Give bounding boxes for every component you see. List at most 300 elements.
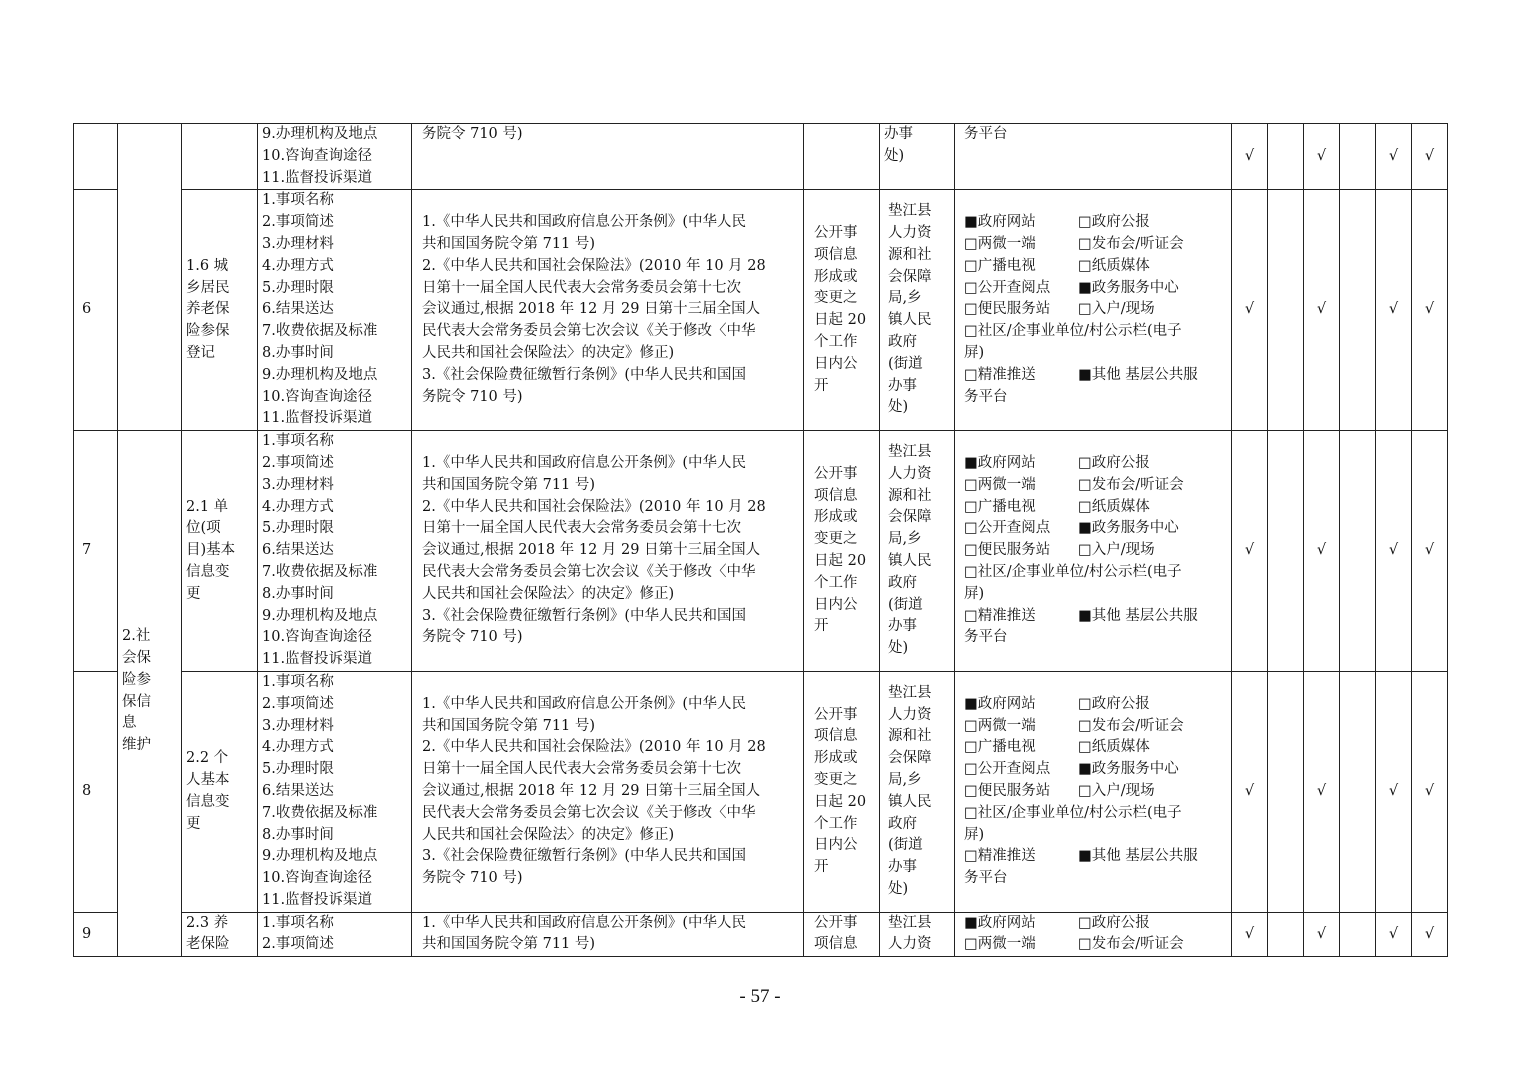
subject-line: 垫江县 [888,914,932,931]
check-mark [1340,671,1376,912]
channel-option: □政府公报 [1078,454,1150,471]
basis-cell [412,190,804,431]
channel-option: □入户/现场 [1078,782,1155,799]
check-mark: √ [1412,671,1448,912]
content-line: 3.办理材料 [262,476,334,493]
time-line: 公开事 [814,914,858,931]
channel-option: □发布会/听证会 [1078,476,1184,493]
channel-line [964,694,1227,716]
subject-line: 办事 [884,126,913,142]
channel-line [964,627,1227,649]
channel-option: □纸质媒体 [1078,257,1150,274]
item-name-line: 2.2 个 [186,750,229,767]
time-line: 公开事 [814,706,858,723]
channel-option: □两微一端 [964,476,1036,493]
subject-line: 镇人民 [888,312,932,329]
basis-line: 2.《中华人民共和国社会保险法》(2010 年 10 月 28 [422,257,766,274]
channel-line [964,934,1227,956]
channel-option: □纸质媒体 [1078,498,1150,515]
subject-line: 垫江县 [888,684,932,701]
subject-line: 局,乡 [888,772,922,788]
time-line: 公开事 [814,465,858,482]
channel-line [964,124,1227,146]
time-line: 开 [814,377,829,394]
channel-line [964,846,1227,868]
channel-option: 务平台 [964,388,1008,405]
basis-line: 共和国国务院令第 711 号) [422,717,596,734]
row-number-cell: 7 [74,431,118,672]
category-line: 2.社 [122,628,151,645]
item-name-cell [182,190,258,431]
subject-line: 处) [884,147,905,164]
channel-line [964,365,1227,387]
channel-option: □社区/企事业单位/村公示栏(电子 [964,804,1182,821]
channel-option: ■政务服务中心 [1078,520,1179,537]
basis-line: 1.《中华人民共和国政府信息公开条例》(中华人民 [422,695,746,712]
subject-line: 源和社 [888,487,932,504]
channel-cell [955,671,1232,912]
channel-line [964,716,1227,738]
content-line: 11.监督投诉渠道 [262,169,373,186]
time-line: 项信息 [814,246,858,263]
basis-line: 人民共和国社会保险法〉的决定》修正) [422,585,675,602]
subject-line: 人力资 [888,465,932,482]
channel-line [964,475,1227,497]
subject-line: 办事 [888,618,917,635]
check-mark [1340,190,1376,431]
channel-line [964,759,1227,781]
content-line: 1.事项名称 [262,192,334,209]
channel-option: ■政务服务中心 [1078,279,1179,296]
basis-line: 2.《中华人民共和国社会保险法》(2010 年 10 月 28 [422,498,766,515]
channel-line [964,737,1227,759]
content-line: 9.办理机构及地点 [262,848,378,865]
time-line: 公开事 [814,225,858,242]
channel-line [964,606,1227,628]
row-number-cell: 8 [74,671,118,912]
table-row [74,124,1448,190]
subject-line: 会保障 [888,268,932,285]
item-name-line: 目)基本 [186,542,236,559]
content-line: 3.办理材料 [262,717,334,734]
channel-option: ■政府网站 [964,695,1036,712]
time-line: 形成或 [814,268,858,285]
subject-line: (街道 [888,355,923,372]
channel-option: 屏) [964,585,985,602]
channel-option: □便民服务站 [964,542,1051,559]
channel-line [964,497,1227,519]
content-line: 8.办事时间 [262,585,334,602]
time-line: 项信息 [814,936,858,953]
content-line: 2.事项简述 [262,936,334,953]
subject-cell [880,190,955,431]
check-mark: √ [1412,431,1448,672]
time-line: 变更之 [814,531,858,548]
time-line: 变更之 [814,290,858,307]
check-mark: √ [1304,671,1340,912]
subject-line: 垫江县 [888,444,932,461]
subject-line: 会保障 [888,509,932,526]
table-row [74,431,1448,672]
category-line: 息 [122,715,137,732]
content-line: 1.事项名称 [262,914,334,931]
category-line: 险参 [122,671,151,688]
row-number-cell: 9 [74,912,118,957]
channel-option: ■其他 基层公共服 [1078,607,1198,624]
channel-cell [955,190,1232,431]
content-line: 9.办理机构及地点 [262,607,378,624]
basis-line: 3.《社会保险费征缴暂行条例》(中华人民共和国国 [422,607,746,624]
channel-option: □精准推送 [964,607,1036,624]
basis-line: 共和国国务院令第 711 号) [422,936,596,953]
subject-cell [880,431,955,672]
time-line: 项信息 [814,728,858,745]
check-mark: √ [1304,124,1340,190]
content-cell [258,431,412,672]
time-line: 日起 20 [814,553,867,570]
channel-option: □公开查阅点 [964,279,1051,296]
channel-option: □公开查阅点 [964,761,1051,778]
check-mark: √ [1304,190,1340,431]
basis-line: 务院令 710 号) [422,126,523,142]
item-name-line: 信息变 [186,793,230,810]
content-line: 6.结果送达 [262,782,334,799]
category-line: 维护 [122,737,151,754]
channel-option: □社区/企事业单位/村公示栏(电子 [964,323,1182,340]
check-mark: √ [1304,431,1340,672]
channel-line [964,825,1227,847]
check-mark: √ [1376,912,1412,957]
check-mark: √ [1376,190,1412,431]
channel-option: □入户/现场 [1078,301,1155,318]
basis-line: 共和国国务院令第 711 号) [422,235,596,252]
channel-line [964,453,1227,475]
basis-line: 1.《中华人民共和国政府信息公开条例》(中华人民 [422,214,746,231]
time-line: 个工作 [814,815,858,832]
channel-option: □发布会/听证会 [1078,235,1184,252]
time-line: 变更之 [814,772,858,788]
check-mark [1340,912,1376,957]
subject-line: 人力资 [888,936,932,953]
channel-option: □政府公报 [1078,914,1150,931]
content-line: 6.结果送达 [262,301,334,318]
channel-option: 屏) [964,826,985,843]
time-line: 个工作 [814,574,858,591]
channel-option: □两微一端 [964,936,1036,953]
content-line: 10.咨询查询途径 [262,147,373,164]
content-line: 11.监督投诉渠道 [262,891,373,908]
channel-option: □政府公报 [1078,695,1150,712]
channel-option: □便民服务站 [964,301,1051,318]
channel-option: 屏) [964,344,985,361]
basis-line: 1.《中华人民共和国政府信息公开条例》(中华人民 [422,914,746,931]
basis-cell [412,671,804,912]
item-name-line: 险参保 [186,323,230,340]
content-line: 3.办理材料 [262,235,334,252]
check-mark: √ [1376,431,1412,672]
channel-line [964,518,1227,540]
content-line: 10.咨询查询途径 [262,870,373,887]
check-mark: √ [1412,912,1448,957]
basis-line: 会议通过,根据 2018 年 12 月 29 日第十三届全国人 [422,782,761,799]
item-name-line: 登记 [186,344,215,361]
channel-option: ■其他 基层公共服 [1078,848,1198,865]
channel-line [964,278,1227,300]
content-line: 4.办理方式 [262,498,334,515]
subject-line: 局,乡 [888,290,922,307]
channel-option: ■其他 基层公共服 [1078,366,1198,383]
content-line: 10.咨询查询途径 [262,629,373,646]
content-line: 8.办事时间 [262,344,334,361]
item-name-line: 养老保 [186,301,230,318]
content-line: 4.办理方式 [262,257,334,274]
channel-option: □广播电视 [964,498,1036,515]
time-line: 日起 20 [814,312,867,329]
time-line: 日起 20 [814,793,867,810]
channel-option: □两微一端 [964,717,1036,734]
row-number-cell: 6 [74,190,118,431]
category-cell [118,431,182,957]
time-line: 日内公 [814,596,858,613]
content-line: 5.办理时限 [262,520,334,537]
check-mark [1268,190,1304,431]
subject-line: (街道 [888,596,923,613]
basis-cell [412,124,804,190]
table-row [74,671,1448,912]
subject-line: 政府 [888,574,917,591]
content-line: 7.收费依据及标准 [262,323,378,340]
subject-line: 办事 [888,377,917,394]
content-line: 2.事项简述 [262,214,334,231]
channel-option: ■政务服务中心 [1078,761,1179,778]
channel-line [964,868,1227,890]
check-mark: √ [1376,124,1412,190]
basis-line: 日第十一届全国人民代表大会常务委员会第十七次 [422,279,741,296]
channel-line [964,212,1227,234]
basis-line: 1.《中华人民共和国政府信息公开条例》(中华人民 [422,454,746,471]
time-cell [804,671,880,912]
basis-line: 会议通过,根据 2018 年 12 月 29 日第十三届全国人 [422,301,761,318]
content-line: 2.事项简述 [262,454,334,471]
basis-line: 人民共和国社会保险法〉的决定》修正) [422,826,675,843]
check-mark [1340,431,1376,672]
item-name-line: 更 [186,815,201,832]
time-line: 形成或 [814,509,858,526]
subject-line: 源和社 [888,246,932,263]
subject-line: 会保障 [888,750,932,767]
channel-option: □精准推送 [964,848,1036,865]
content-line: 8.办事时间 [262,826,334,843]
basis-line: 民代表大会常务委员会第七次会议《关于修改〈中华 [422,323,756,340]
channel-cell [955,431,1232,672]
channel-option: □公开查阅点 [964,520,1051,537]
content-line: 5.办理时限 [262,279,334,296]
time-line: 开 [814,618,829,635]
content-line: 9.办理机构及地点 [262,126,378,142]
content-line: 10.咨询查询途径 [262,388,373,405]
content-cell [258,190,412,431]
channel-line [964,387,1227,409]
check-mark [1268,124,1304,190]
subject-line: 处) [888,880,909,897]
basis-line: 3.《社会保险费征缴暂行条例》(中华人民共和国国 [422,848,746,865]
item-name-line: 1.6 城 [186,257,229,274]
basis-line: 3.《社会保险费征缴暂行条例》(中华人民共和国国 [422,366,746,383]
table-row [74,912,1448,957]
channel-line [964,343,1227,365]
subject-line: 垫江县 [888,203,932,220]
subject-line: 人力资 [888,706,932,723]
basis-line: 共和国国务院令第 711 号) [422,476,596,493]
basis-line: 务院令 710 号) [422,629,523,646]
content-line: 11.监督投诉渠道 [262,410,373,427]
subject-cell [880,912,955,957]
channel-option: □政府公报 [1078,214,1150,231]
content-line: 4.办理方式 [262,739,334,756]
content-line: 1.事项名称 [262,433,334,450]
check-mark: √ [1232,190,1268,431]
channel-option: □精准推送 [964,366,1036,383]
content-cell [258,124,412,190]
category-cell [118,124,182,431]
channel-option: 务平台 [964,870,1008,887]
basis-line: 2.《中华人民共和国社会保险法》(2010 年 10 月 28 [422,739,766,756]
subject-line: (街道 [888,837,923,854]
channel-option: □广播电视 [964,257,1036,274]
content-line: 11.监督投诉渠道 [262,651,373,668]
item-name-cell [182,431,258,672]
subject-cell [880,671,955,912]
item-name-line: 信息变 [186,563,230,580]
channel-line [964,584,1227,606]
channel-option: □纸质媒体 [1078,739,1150,756]
channel-line [964,803,1227,825]
channel-option: □社区/企事业单位/村公示栏(电子 [964,563,1182,580]
check-mark: √ [1232,671,1268,912]
channel-option: 务平台 [964,126,1008,142]
check-mark: √ [1304,912,1340,957]
channel-option: □入户/现场 [1078,542,1155,559]
check-mark: √ [1232,912,1268,957]
basis-line: 日第十一届全国人民代表大会常务委员会第十七次 [422,520,741,537]
check-mark: √ [1376,671,1412,912]
item-name-line: 2.3 养 [186,914,229,931]
time-cell [804,190,880,431]
channel-line [964,321,1227,343]
subject-cell [880,124,955,190]
item-name-line: 乡居民 [186,279,230,296]
channel-line [964,540,1227,562]
channel-option: ■政府网站 [964,914,1036,931]
basis-line: 务院令 710 号) [422,870,523,887]
channel-line [964,562,1227,584]
channel-line [964,234,1227,256]
subject-line: 镇人民 [888,793,932,810]
channel-option: □便民服务站 [964,782,1051,799]
subject-line: 源和社 [888,728,932,745]
content-cell [258,671,412,912]
subject-line: 政府 [888,815,917,832]
table-row [74,190,1448,431]
channel-line [964,299,1227,321]
time-line: 项信息 [814,487,858,504]
time-cell [804,912,880,957]
check-mark [1340,124,1376,190]
basis-cell [412,912,804,957]
subject-line: 政府 [888,334,917,351]
basis-cell [412,431,804,672]
check-mark: √ [1232,431,1268,672]
time-line: 日内公 [814,837,858,854]
item-name-line: 人基本 [186,772,230,788]
basis-line: 民代表大会常务委员会第七次会议《关于修改〈中华 [422,804,756,821]
subject-line: 处) [888,399,909,416]
basis-line: 务院令 710 号) [422,388,523,405]
content-cell [258,912,412,957]
channel-option: □两微一端 [964,235,1036,252]
channel-line [964,781,1227,803]
item-name-cell [182,671,258,912]
time-line: 日内公 [814,355,858,372]
time-cell [804,124,880,190]
subject-line: 镇人民 [888,553,932,570]
content-line: 7.收费依据及标准 [262,563,378,580]
category-line: 会保 [122,649,151,666]
item-name-line: 2.1 单 [186,498,229,515]
channel-option: □广播电视 [964,739,1036,756]
channel-cell [955,124,1232,190]
content-line: 7.收费依据及标准 [262,804,378,821]
channel-cell [955,912,1232,957]
channel-option: ■政府网站 [964,214,1036,231]
item-name-cell [182,124,258,190]
check-mark [1268,431,1304,672]
content-line: 2.事项简述 [262,695,334,712]
channel-line [964,913,1227,935]
check-mark: √ [1412,124,1448,190]
check-mark: √ [1412,190,1448,431]
subject-line: 局,乡 [888,531,922,548]
page-number: - 57 - [739,986,781,1007]
channel-option: ■政府网站 [964,454,1036,471]
item-name-line: 更 [186,585,201,602]
basis-line: 日第十一届全国人民代表大会常务委员会第十七次 [422,761,741,778]
item-name-cell [182,912,258,957]
item-name-line: 位(项 [186,520,221,537]
basis-line: 会议通过,根据 2018 年 12 月 29 日第十三届全国人 [422,542,761,559]
basis-line: 民代表大会常务委员会第七次会议《关于修改〈中华 [422,563,756,580]
item-name-line: 老保险 [186,936,230,953]
basis-line: 人民共和国社会保险法〉的决定》修正) [422,344,675,361]
check-mark [1268,912,1304,957]
channel-option: □发布会/听证会 [1078,936,1184,953]
disclosure-table [73,123,1448,957]
channel-option: 务平台 [964,629,1008,646]
time-line: 形成或 [814,750,858,767]
subject-line: 人力资 [888,225,932,242]
check-mark [1268,671,1304,912]
content-line: 5.办理时限 [262,761,334,778]
content-line: 1.事项名称 [262,673,334,690]
check-mark: √ [1232,124,1268,190]
category-line: 保信 [122,693,151,710]
subject-line: 处) [888,640,909,657]
content-line: 9.办理机构及地点 [262,366,378,383]
channel-option: □发布会/听证会 [1078,717,1184,734]
content-line: 6.结果送达 [262,542,334,559]
row-number-cell [74,124,118,190]
time-line: 个工作 [814,334,858,351]
